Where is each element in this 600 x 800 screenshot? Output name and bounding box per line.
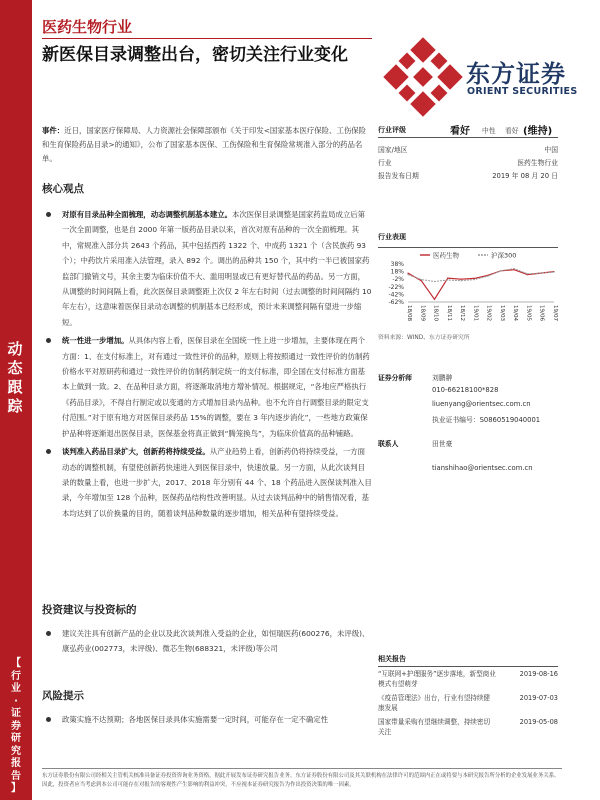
rating-mid: 中性	[482, 127, 496, 135]
series-point	[514, 268, 515, 269]
related-date: 2019-07-03	[519, 694, 558, 702]
header-divider	[42, 38, 372, 39]
info-table	[378, 142, 558, 181]
bullet-dot-icon	[46, 631, 51, 636]
series-point	[434, 281, 435, 282]
contact-email: tianshihao@orientsec.com.cn	[432, 464, 533, 472]
series-point	[447, 279, 448, 280]
x-tick-label: 18/09	[419, 305, 426, 322]
bullet-text: 从具体内容上看，医保目录在全国统一性上进一步增加，主要体现在两个方面：1、在支付标准上，对有通过一致性评价的品种，原则上将按照通过一致性评价的仿制药价格水平对原研药和通过一致性评价的仿制药制定统一的支付标准，即全国在支付标准方面基本上做到一致。2、在品种目录方面，将逐渐取消地方增补情况。根据规定，“各地应严格执行《药品目录》，不得自行制定或以变通的方式增加目录内品种。也不允许自行调整目录的限定支付范围。”对于原有地方对医保目录药品 15%的调整，要在 3 年内逐步消化”，一些地方政策保护品种将逐渐退出医保目录，医保基金将真正做到“腾笼换鸟”，为临床价值高的品种铺路。	[62, 336, 370, 438]
bullet-dot-icon	[46, 338, 51, 343]
series-point	[460, 279, 461, 280]
x-tick-label: 18/08	[406, 305, 412, 322]
info-value: 中国	[544, 145, 558, 154]
related-reports	[378, 654, 558, 739]
analyst-name: 刘鹏翀	[432, 374, 453, 382]
y-tick-label: 18%	[390, 268, 404, 276]
rating-value: 看好	[450, 126, 470, 137]
sidebar-band	[0, 0, 32, 800]
related-title[interactable]: 《疫苗管理法》出台，行业有望持续健康发展	[378, 694, 491, 712]
bullet-text: 本次医保目录调整是国家药监局成立后第一次全面调整，也是自 2000 年第一版药品目录以来，首次对原有品种的一次全面梳理。其中，常规准入部分共 2643 个药品，其中包括西药 1322 个、中成药 1321 个（含民族药 93 个）；中药饮片采用准入法管理，录入 892 个。调出的品种共 150 个，其中约一半已被国家药监部门撤销文号，其余主要为临床价值不大、滥用明显或已有更好替代品的药品。另一方面，从调整的时间间隔上看，此次医保目录调整距上次仅 2 年左右时间（过去调整的时间间隔约 10 年左右），这意味着医保目录动态调整的机制基本已经形成，预计未来调整间隔有望进一步缩短。	[62, 210, 372, 327]
related-date: 2019-08-16	[519, 670, 558, 678]
bullet-lead: 统一性进一步增加。	[62, 336, 129, 346]
chart-heading-text: 行业表现	[378, 233, 406, 241]
advice-text: 建议关注具有创新产品的企业以及此次谈判准入受益的企业，如恒瑞医药(600276，未评级)、康弘药业(002773，未评级)、微芯生物(688321，未评级)等公司	[62, 629, 370, 654]
contact-name: 田世豪	[432, 440, 453, 448]
x-tick-label: 18/10	[432, 305, 439, 322]
chart-source: 资料来源：WIND、东方证券研究所	[378, 335, 470, 341]
series-point	[421, 280, 422, 281]
series-point	[553, 271, 554, 272]
logo-cn-text: 东方证券	[466, 60, 566, 88]
x-tick-label: 18/12	[459, 305, 466, 322]
event-text: 近日，国家医疗保障局、人力资源社会保障部颁布《关于印发<国家基本医疗保险、工伤保险和生育保险药品目录>的通知》，公布了国家基本医保、工伤保险和生育保险常规准入部分的药品名单。	[42, 126, 367, 163]
x-tick-label: 19/02	[485, 305, 492, 322]
core-bullet	[42, 207, 372, 330]
x-tick-label: 19/07	[552, 305, 558, 322]
industry-performance-chart	[378, 250, 558, 330]
related-item[interactable]	[378, 693, 558, 715]
risk-bullet	[42, 712, 372, 727]
series-line	[408, 270, 554, 300]
report-category-vertical: 动 态 跟 踪	[7, 340, 25, 415]
advice-bullets	[42, 626, 372, 660]
series-point	[460, 280, 461, 281]
core-heading: 核心观点	[42, 183, 84, 195]
y-tick-label: -42%	[388, 291, 404, 299]
risk-text: 政策实施不达预期；各地医保目录具体实施需要一定时间，可能存在一定不确定性	[62, 715, 329, 724]
risk-bullets	[42, 712, 372, 730]
core-bullets	[42, 207, 372, 524]
series-point	[474, 278, 475, 279]
info-row	[378, 168, 558, 181]
series-point	[407, 274, 408, 275]
x-tick-label: 19/03	[498, 305, 505, 322]
info-key: 国家/地区	[378, 145, 408, 154]
industry-name: 医药生物行业	[42, 18, 133, 36]
analyst-role: 证券分析师	[378, 374, 412, 382]
y-tick-label: -2%	[392, 276, 404, 284]
info-value: 医药生物行业	[517, 158, 558, 167]
related-title[interactable]: “互联网+护理服务”逐步落地，新型商业模式有望萌芽	[378, 670, 496, 688]
info-key: 报告发布日期	[378, 171, 419, 180]
rating-label: 行业评级	[378, 126, 406, 134]
series-point	[500, 270, 501, 271]
series-point	[527, 273, 528, 274]
related-heading: 相关报告	[378, 654, 558, 667]
info-row	[378, 155, 558, 168]
contact-role: 联系人	[378, 440, 399, 448]
report-title: 新医保目录调整出台，密切关注行业变化	[42, 45, 348, 65]
series-point	[407, 273, 408, 274]
x-tick-label: 19/05	[525, 305, 532, 322]
related-title[interactable]: 国家带量采购有望继续调整，持续密切关注	[378, 718, 491, 736]
bullet-lead: 对原有目录品种全面梳理，动态调整机制基本建立。	[62, 210, 232, 219]
legend-label: 医药生物	[433, 251, 459, 260]
report-subcategory-vertical: 【 行 业 · 证 券 研 究 报 告 】	[11, 658, 21, 794]
x-tick-label: 19/01	[472, 305, 479, 322]
risk-heading: 风险提示	[42, 690, 84, 702]
analyst-phone: 010-66218100*828	[432, 386, 499, 394]
series-line	[408, 269, 554, 282]
info-key: 行业	[378, 158, 392, 167]
chart-heading	[378, 232, 558, 248]
analyst-cert: 执业证书编号：S0860519040001	[432, 416, 541, 424]
related-item[interactable]	[378, 717, 558, 739]
info-value: 2019 年 08 月 20 日	[492, 171, 558, 180]
bullet-dot-icon	[46, 717, 51, 722]
series-point	[434, 299, 435, 300]
y-tick-label: -22%	[388, 283, 404, 291]
core-bullet	[42, 333, 372, 441]
series-point	[540, 273, 541, 274]
series-point	[474, 279, 475, 280]
x-tick-label: 18/11	[445, 305, 452, 322]
advice-bullet	[42, 626, 372, 657]
bullet-dot-icon	[46, 449, 51, 454]
event-paragraph	[42, 124, 367, 166]
disclaimer-footer: 东方证券股份有限公司经相关主管机关核准具备证券投资咨询业务资格，据此开展发布证券研究报告业务。东方证券股份有限公司及其关联机构在法律许可的范围内正在或将要与本研究报告所分析的企业发展业务关系。因此，投资者应当考虑到本公司可能存在对报告的客观性产生影响的利益冲突，不应视本证券研究报告为作出投资决策的唯一因素。	[42, 768, 562, 790]
rating-maintain: (维持)	[523, 126, 553, 137]
info-row	[378, 142, 558, 155]
series-point	[447, 277, 448, 278]
y-tick-label: -62%	[388, 299, 404, 306]
legend-label: 沪深300	[491, 251, 517, 260]
core-bullet	[42, 444, 372, 521]
y-tick-label: 38%	[390, 261, 404, 268]
orient-logo-icon	[383, 37, 463, 117]
bullet-text: 从产业趋势上看，创新药仍将持续受益，一方面动态的调整机制，有望使创新药快速进入到医保目录中，快速放量。另一方面，从此次谈判目录的数量上看，也进一步扩大，2017、2018 年分别有 44 个、18 个药品进入医保谈判准入目录，今年增加至 128 个品种，医保药品结构性改善明显。从过去谈判品种中的销售情况看，基本均达到了以价换量的目的，随着谈判品种数量的逐步增加，相关品种有望持续受益。	[62, 447, 372, 518]
industry-rating-row	[378, 122, 558, 138]
bullet-lead: 谈判准入药品目录扩大，创新药将持续受益。	[62, 447, 210, 457]
advice-heading: 投资建议与投资标的	[42, 604, 137, 616]
related-item[interactable]	[378, 669, 558, 691]
x-tick-label: 19/06	[538, 305, 545, 322]
series-point	[421, 279, 422, 280]
bullet-dot-icon	[46, 212, 51, 217]
series-point	[487, 276, 488, 277]
event-label: 事件：	[42, 126, 65, 135]
rating-prev: 看好	[505, 127, 519, 135]
logo-en-text: ORIENT SECURITIES	[467, 86, 578, 97]
related-date: 2019-05-08	[519, 718, 558, 726]
analyst-email: liuenyang@orientsec.com.cn	[432, 400, 531, 408]
x-tick-label: 19/04	[512, 305, 519, 322]
